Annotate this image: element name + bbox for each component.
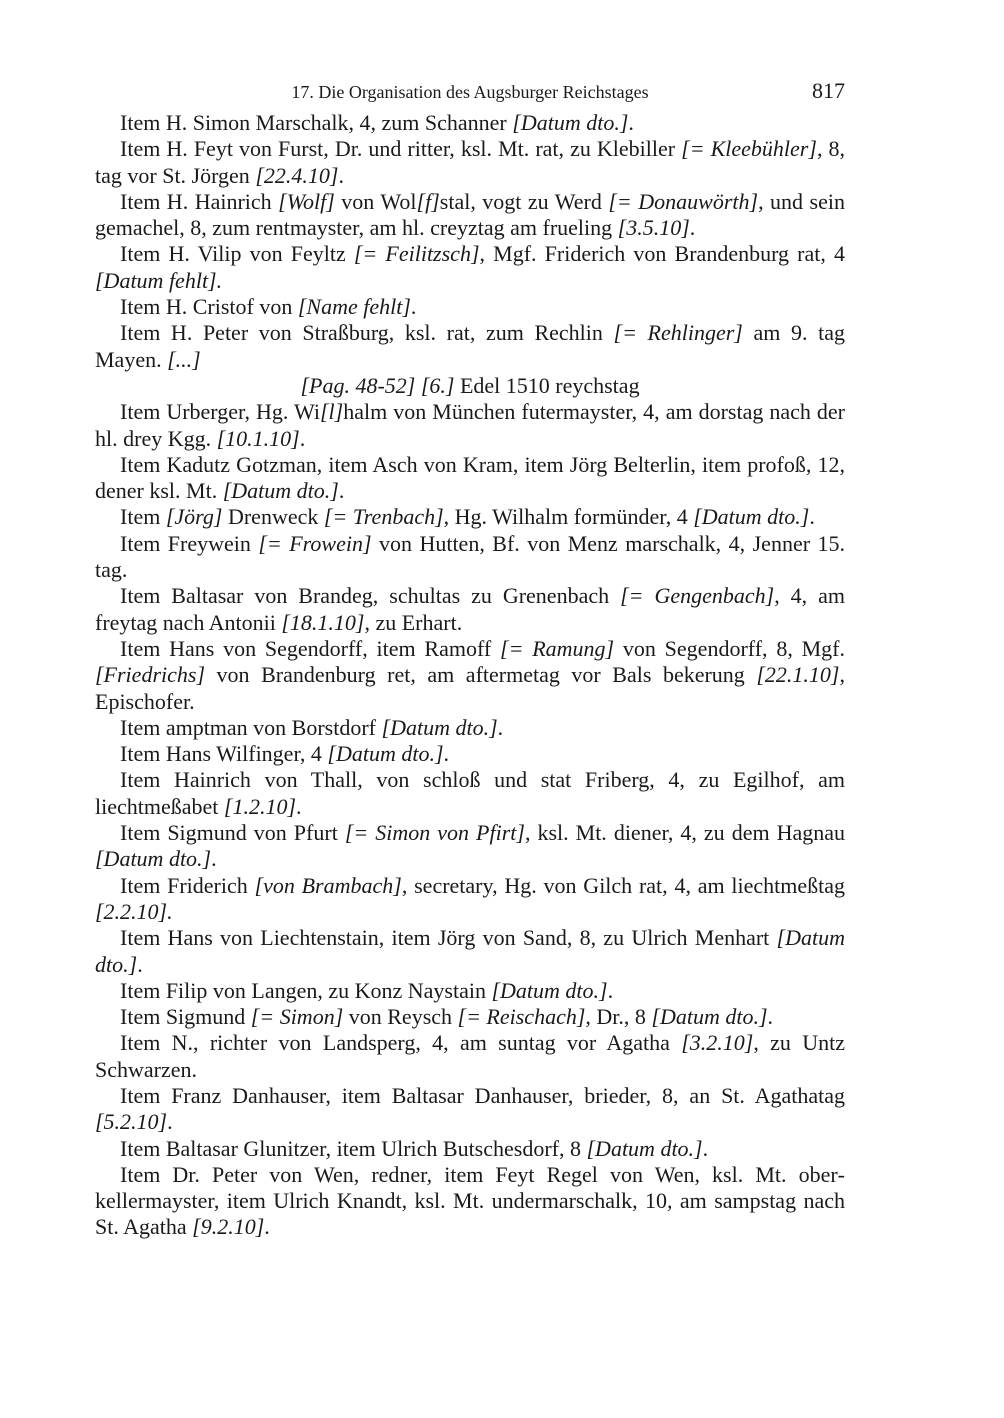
entry-text: . (137, 951, 143, 977)
editorial-annotation: [= Ramung] (500, 635, 615, 661)
entry-text: Item Hainrich von Thall, von schloß und stat Friberg, 4, zu Egilhof, am liechtmeßabet (95, 767, 845, 819)
editorial-annotation: [1.2.10] (223, 793, 297, 819)
editorial-annotation: [Datum dto.] (586, 1135, 703, 1161)
editorial-annotation: [Name fehlt] (297, 294, 411, 320)
entry-text: , zu Untz Schwarzen. (95, 1030, 845, 1082)
entry-text: Item Hans von Liechtenstain, item Jörg von Sand, 8, zu Ulrich Menhart (120, 925, 777, 951)
entry-paragraph (95, 741, 845, 767)
entry-text: , Mgf. Friderich von Brandenburg rat, 4 (479, 241, 845, 267)
entry-paragraph (95, 531, 845, 584)
editorial-annotation: [Jörg] (165, 504, 223, 530)
entry-text: Item Friderich (120, 872, 255, 898)
entry-text: Item N., richter von Landsperg, 4, am suntag vor Agatha (120, 1030, 682, 1056)
entry-paragraph (95, 715, 845, 741)
page-header (95, 76, 845, 110)
editorial-annotation: [l] (319, 399, 344, 425)
entry-text: von Wol (334, 188, 417, 214)
entry-text: . (299, 425, 306, 451)
entry-paragraph (95, 1030, 845, 1083)
entry-text: Item (120, 504, 166, 530)
editorial-annotation: [Datum dto.] (327, 741, 444, 767)
entry-text: Item H. Peter von Straßburg, ksl. rat, zum Rechlin (120, 320, 614, 346)
entry-text: Item H. Simon Marschalk, 4, zum Schanner (120, 110, 513, 135)
entry-paragraph (95, 452, 845, 505)
entry-text: Item amptman von Borstdorf (120, 714, 382, 740)
entry-paragraph (95, 136, 845, 189)
editorial-annotation: [von Brambach] (254, 872, 402, 898)
entry-paragraph (95, 925, 845, 978)
entry-text: . (443, 741, 450, 767)
entry-text: Item H. Cristof von (120, 294, 298, 320)
entry-text: . (767, 1004, 774, 1030)
entry-paragraph (95, 978, 845, 1004)
entry-text: . (167, 1109, 173, 1135)
entry-text: , Epischofer. (95, 662, 845, 714)
editorial-annotation: [= Simon von Pfirt] (344, 820, 525, 846)
entry-text: von Hutten, Bf. von Menz marschalk, 4, Jenner 15. tag. (95, 530, 846, 583)
entry-paragraph (95, 583, 845, 636)
entry-text: , Hg. Wilhalm formünder, 4 (443, 504, 694, 530)
editorial-annotation: [22.1.10] (756, 662, 840, 688)
entry-paragraph (95, 767, 845, 820)
editorial-annotation: [Datum dto.] (693, 504, 810, 530)
entry-text: , Dr., 8 (585, 1004, 652, 1030)
editorial-annotation: [Datum dto.] (95, 925, 845, 977)
entry-text: Edel 1510 reychstag (454, 372, 640, 398)
editorial-annotation: [= Gengenbach] (620, 583, 775, 609)
editorial-annotation: [Datum dto.] (651, 1004, 768, 1030)
editorial-annotation: [Datum dto.] (222, 478, 339, 504)
entry-text: , und sein gemachel, 8, zum rentmayster, am hl. creyztag am frueling (95, 188, 845, 241)
entry-paragraph (95, 1136, 845, 1162)
entry-text: Item H. Vilip von Feyltz (120, 241, 354, 267)
entry-text: . (296, 793, 302, 819)
editorial-annotation: [= Donauwörth] (608, 188, 759, 214)
entry-text: Item Kadutz Gotzman, item Asch von Kram, item Jörg Belterlin, item profoß, 12, dener ksl. Mt. (95, 451, 845, 504)
entry-text: von Reysch (343, 1004, 458, 1030)
entry-text: am 9. tag Mayen. (95, 320, 845, 372)
entry-text: . (211, 846, 217, 872)
entry-text: . (497, 714, 504, 740)
editorial-annotation: [...] (167, 346, 201, 372)
editorial-annotation: [Pag. 48-52] [6.] (300, 372, 455, 398)
entry-text: , 8, tag vor St. Jörgen (95, 136, 845, 188)
entry-text: Item Baltasar von Brandeg, schultas zu Grenenbach (120, 583, 621, 609)
entry-paragraph (95, 504, 845, 530)
entry-text: . (338, 478, 345, 504)
entry-text: stal, vogt zu Werd (439, 188, 609, 214)
entry-text: von Segendorff, 8, Mgf. (614, 635, 845, 661)
entry-text: , secretary, Hg. von Gilch rat, 4, am liechtmeßtag (401, 872, 845, 898)
entry-text: Item Urberger, Hg. Wi (120, 399, 320, 425)
entry-paragraph (95, 189, 845, 242)
entry-paragraph (95, 820, 845, 873)
entry-text: Item Dr. Peter von Wen, redner, item Feyt Regel von Wen, ksl. Mt. oberkellermayster, item Ulrich Knandt, ksl. Mt. undermarschalk, 10, am sampstag nach St. Agatha (95, 1161, 845, 1240)
editorial-annotation: [Datum dto.] (381, 714, 498, 740)
entry-paragraph (95, 294, 845, 320)
entry-paragraph (95, 1004, 845, 1030)
entry-text: Item Sigmund von Pfurt (120, 820, 345, 846)
editorial-annotation: [2.2.10]. (95, 898, 173, 924)
editorial-annotation: [Friedrichs] (95, 662, 205, 688)
entry-text: Item H. Hainrich (120, 188, 279, 214)
entry-text: . (689, 215, 696, 241)
editorial-annotation: [= Frowein] (258, 530, 372, 556)
entry-text: Item Baltasar Glunitzer, item Ulrich Butschesdorf, 8 (120, 1135, 587, 1161)
entry-paragraph (95, 1083, 845, 1136)
entry-paragraph (95, 399, 845, 452)
entry-paragraph (95, 873, 845, 926)
editorial-annotation: [Datum fehlt]. (95, 267, 223, 293)
entry-text: , ksl. Mt. diener, 4, zu dem Hagnau (524, 820, 846, 846)
editorial-annotation: [18.1.10] (281, 609, 365, 635)
entry-text: Item H. Feyt von Furst, Dr. und ritter, ksl. Mt. rat, zu Klebiller (120, 136, 682, 162)
entry-text: , 4, am freytag nach Antonii (95, 583, 846, 635)
editorial-annotation: [= Feilitzsch] (353, 241, 480, 267)
entry-text: halm von München futermayster, 4, am dorstag nach der hl. drey Kgg. (95, 399, 846, 451)
entry-paragraph (95, 110, 845, 136)
entry-text: Item Filip von Langen, zu Konz Naystain (120, 977, 492, 1003)
entry-text: Item Freywein (120, 530, 259, 556)
page-number: 817 (812, 78, 845, 103)
entry-text: . (809, 504, 815, 530)
editorial-annotation: [= Reischach] (457, 1004, 586, 1030)
entry-text: . (702, 1135, 709, 1161)
entry-text: Item Sigmund (120, 1004, 251, 1030)
entry-text: , zu Erhart. (364, 609, 463, 635)
entry-paragraph (95, 241, 845, 294)
editorial-annotation: [Datum dto.] (491, 977, 608, 1003)
editorial-annotation: [Wolf] (278, 188, 335, 214)
entry-text: Drenweck (222, 504, 324, 530)
entry-text: . (264, 1214, 270, 1240)
editorial-annotation: [22.4.10] (255, 162, 339, 188)
running-title: 17. Die Organisation des Augsburger Reichstages (291, 82, 649, 102)
entry-paragraph (95, 636, 845, 715)
document-page (95, 76, 845, 1396)
editorial-annotation: [= Trenbach] (323, 504, 444, 530)
entry-text: . (628, 110, 634, 135)
entry-text: . (607, 977, 614, 1003)
entry-text: . (338, 162, 344, 188)
entry-paragraph (95, 320, 845, 373)
editorial-annotation: [5.2.10] (95, 1109, 168, 1135)
entry-text: Item Hans Wilfinger, 4 (120, 741, 328, 767)
entry-text: Item Franz Danhauser, item Baltasar Danhauser, brieder, 8, an St. Agathatag (120, 1082, 845, 1108)
editorial-annotation: [= Kleebühler] (681, 136, 817, 162)
entry-text: . (410, 294, 417, 320)
editorial-annotation: [9.2.10] (192, 1214, 265, 1240)
editorial-annotation: [3.5.10] (617, 215, 690, 241)
editorial-annotation: [3.2.10] (681, 1030, 754, 1056)
editorial-annotation: [= Simon] (250, 1004, 344, 1030)
entry-text: von Brandenburg ret, am aftermetag vor Bals bekerung (205, 662, 757, 688)
editorial-annotation: [Datum dto.] (95, 846, 212, 872)
editorial-annotation: [f] (416, 188, 440, 214)
editorial-annotation: [= Rehlinger] (613, 320, 743, 346)
entry-text: Item Hans von Segendorff, item Ramoff (120, 635, 501, 661)
section-heading (95, 373, 845, 399)
editorial-annotation: [10.1.10] (216, 425, 300, 451)
editorial-annotation: [Datum dto.] (512, 110, 629, 135)
entry-paragraph (95, 1162, 845, 1241)
document-body (95, 110, 845, 1241)
